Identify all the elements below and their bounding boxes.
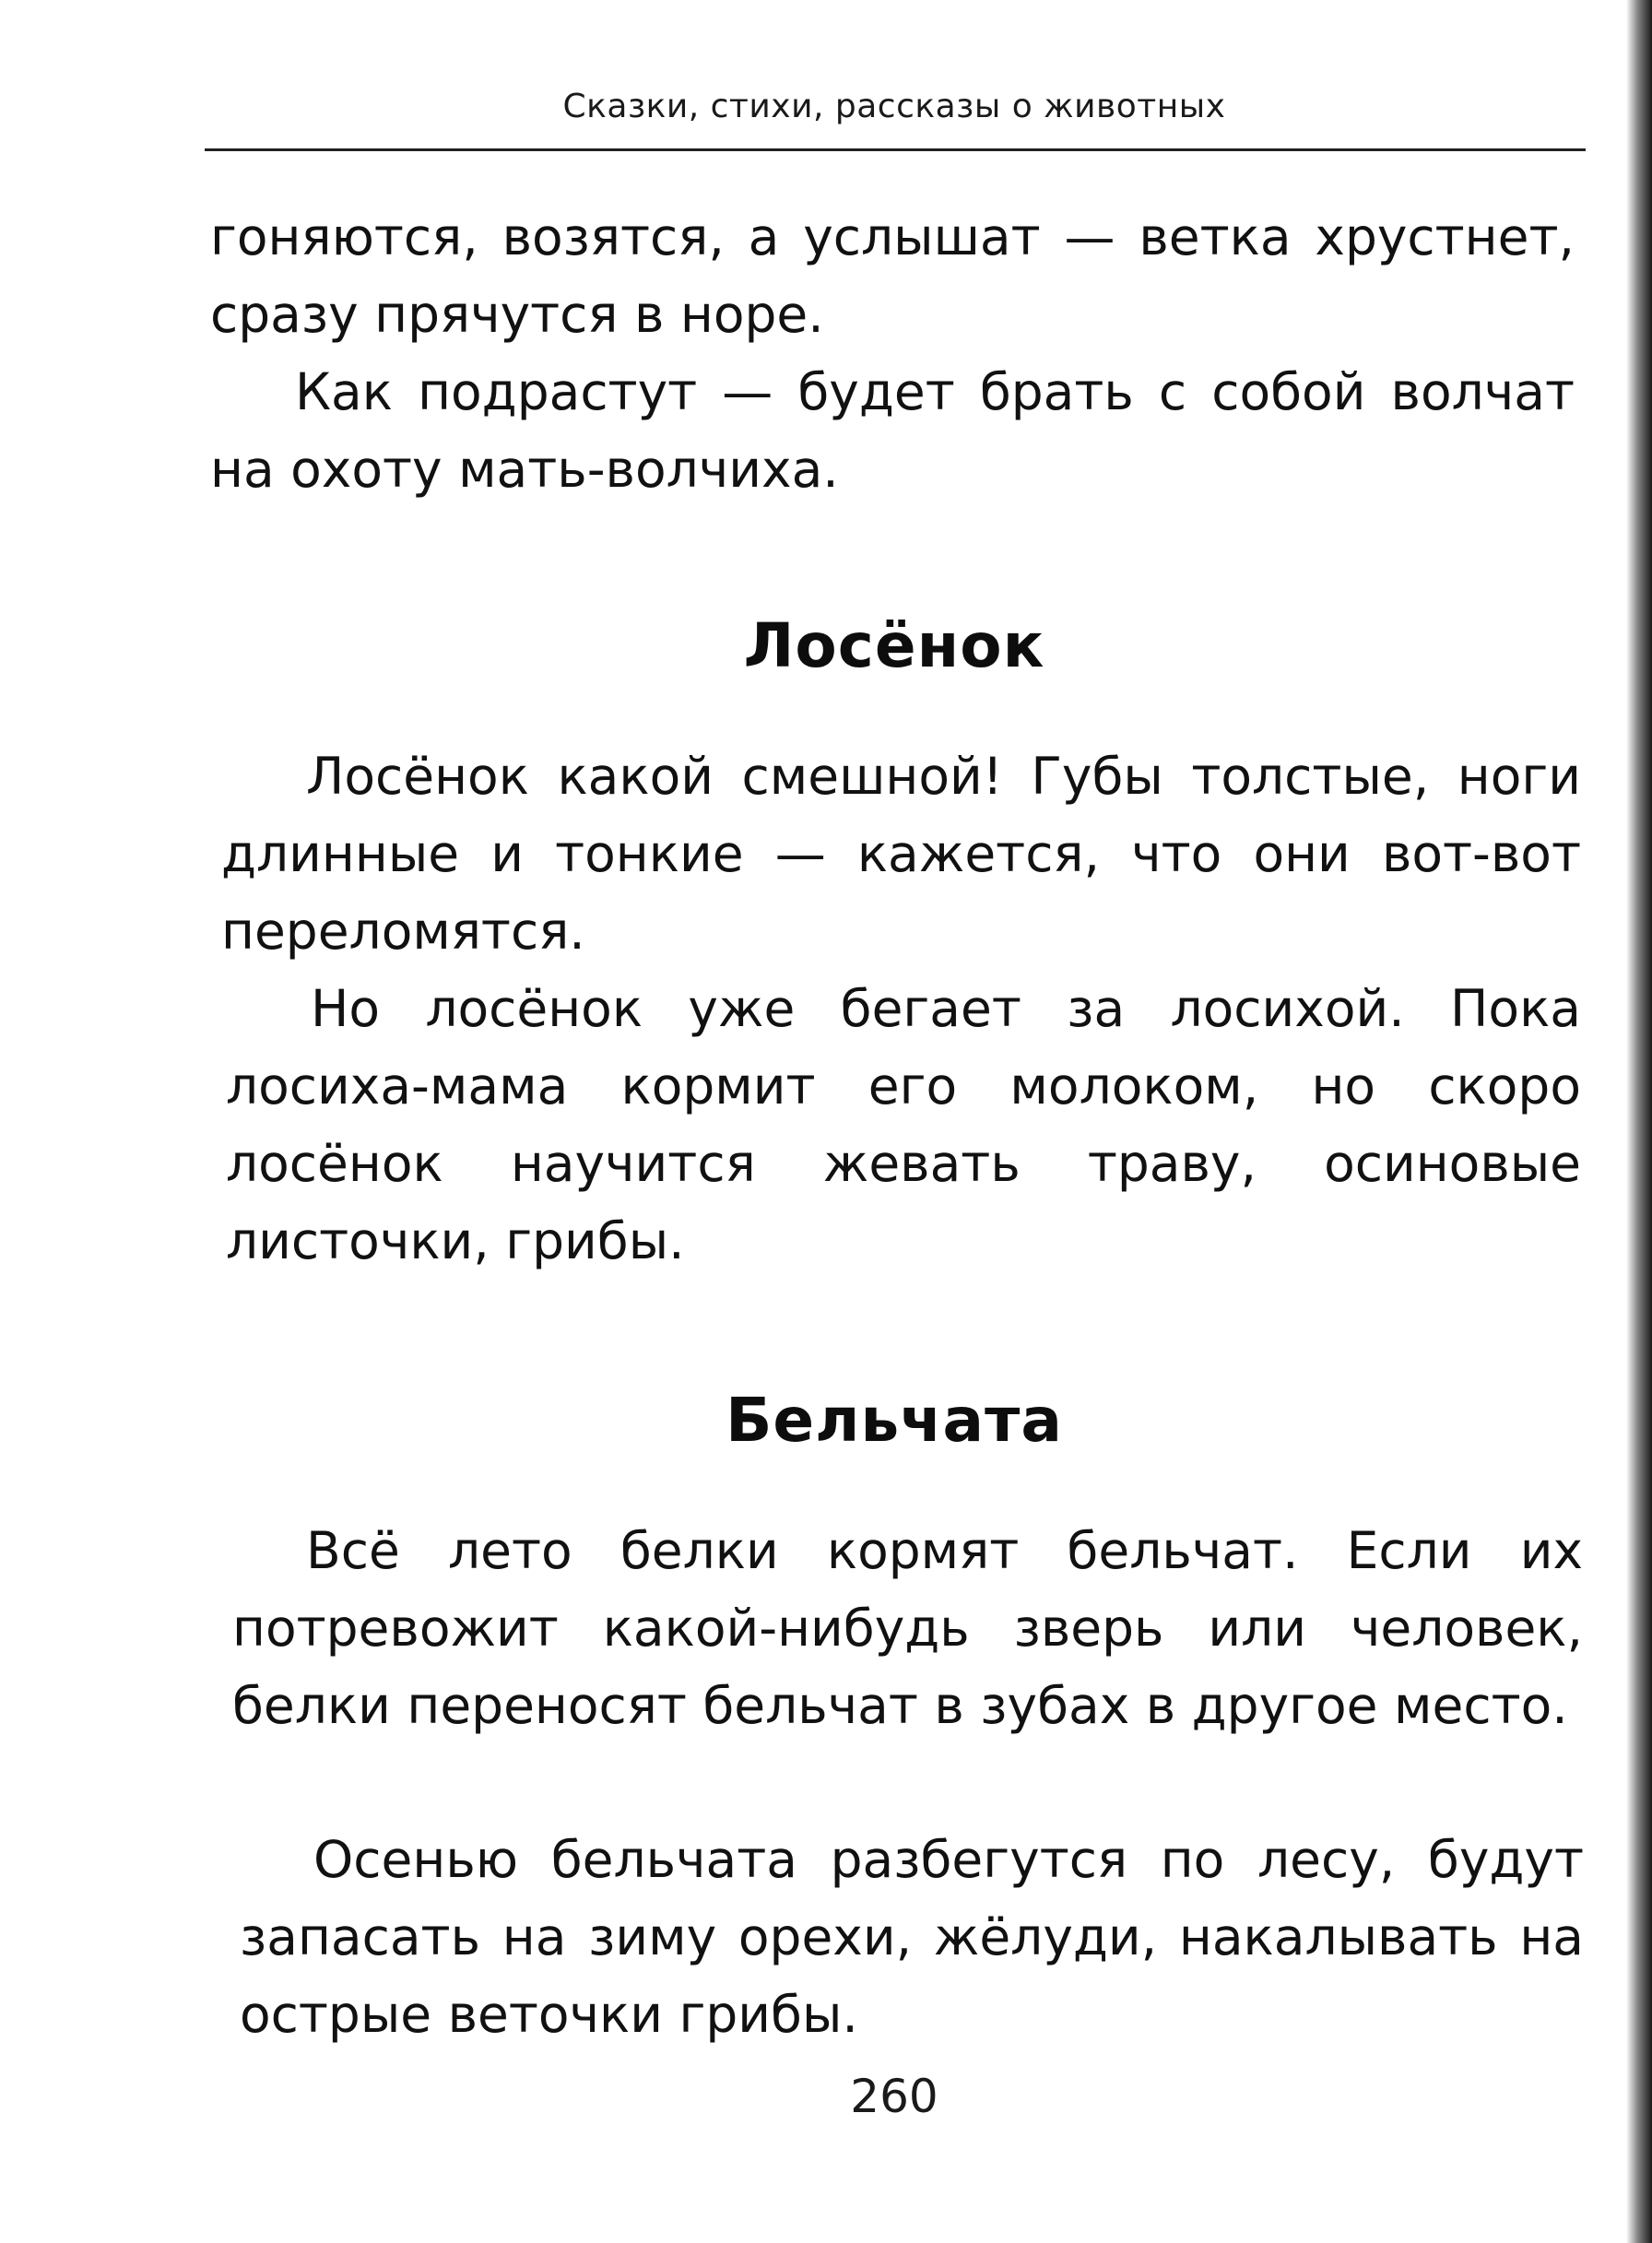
- belchata-paragraph-1: Всё лето белки кормят бельчат. Если их потревожит какой-нибудь зверь или человек, белки переносят бельчат в зубах в другое место.: [232, 1521, 1583, 1735]
- running-head: Сказки, стихи, рассказы о животных: [562, 88, 1226, 125]
- intro-paragraph-2: Как подрастут — будет брать с собой волчат на охоту мать-волчиха.: [210, 362, 1575, 499]
- scan-spine-shadow: [1626, 0, 1652, 2243]
- intro-paragraph-1: гоняются, возятся, а услышат — ветка хрустнет, сразу прячутся в норе.: [210, 207, 1575, 344]
- losenok-paragraph-1: Лосёнок какой смешной! Губы толстые, ноги длинные и тонкие — кажется, что они вот-вот переломятся.: [221, 747, 1581, 961]
- header-rule: [205, 148, 1586, 151]
- page-number: 260: [850, 2070, 938, 2123]
- section-title-losenok: Лосёнок: [743, 610, 1045, 681]
- section-title-belchata: Бельчата: [726, 1385, 1063, 1456]
- belchata-paragraph-2: Осенью бельчата разбегутся по лесу, будут запасать на зиму орехи, жёлуди, накалывать на острые веточки грибы.: [240, 1830, 1584, 2044]
- losenok-paragraph-2: Но лосёнок уже бегает за лосихой. Пока лосиха-мама кормит его молоком, но скоро лосёнок научится жевать траву, осиновые листочки, грибы.: [226, 979, 1581, 1270]
